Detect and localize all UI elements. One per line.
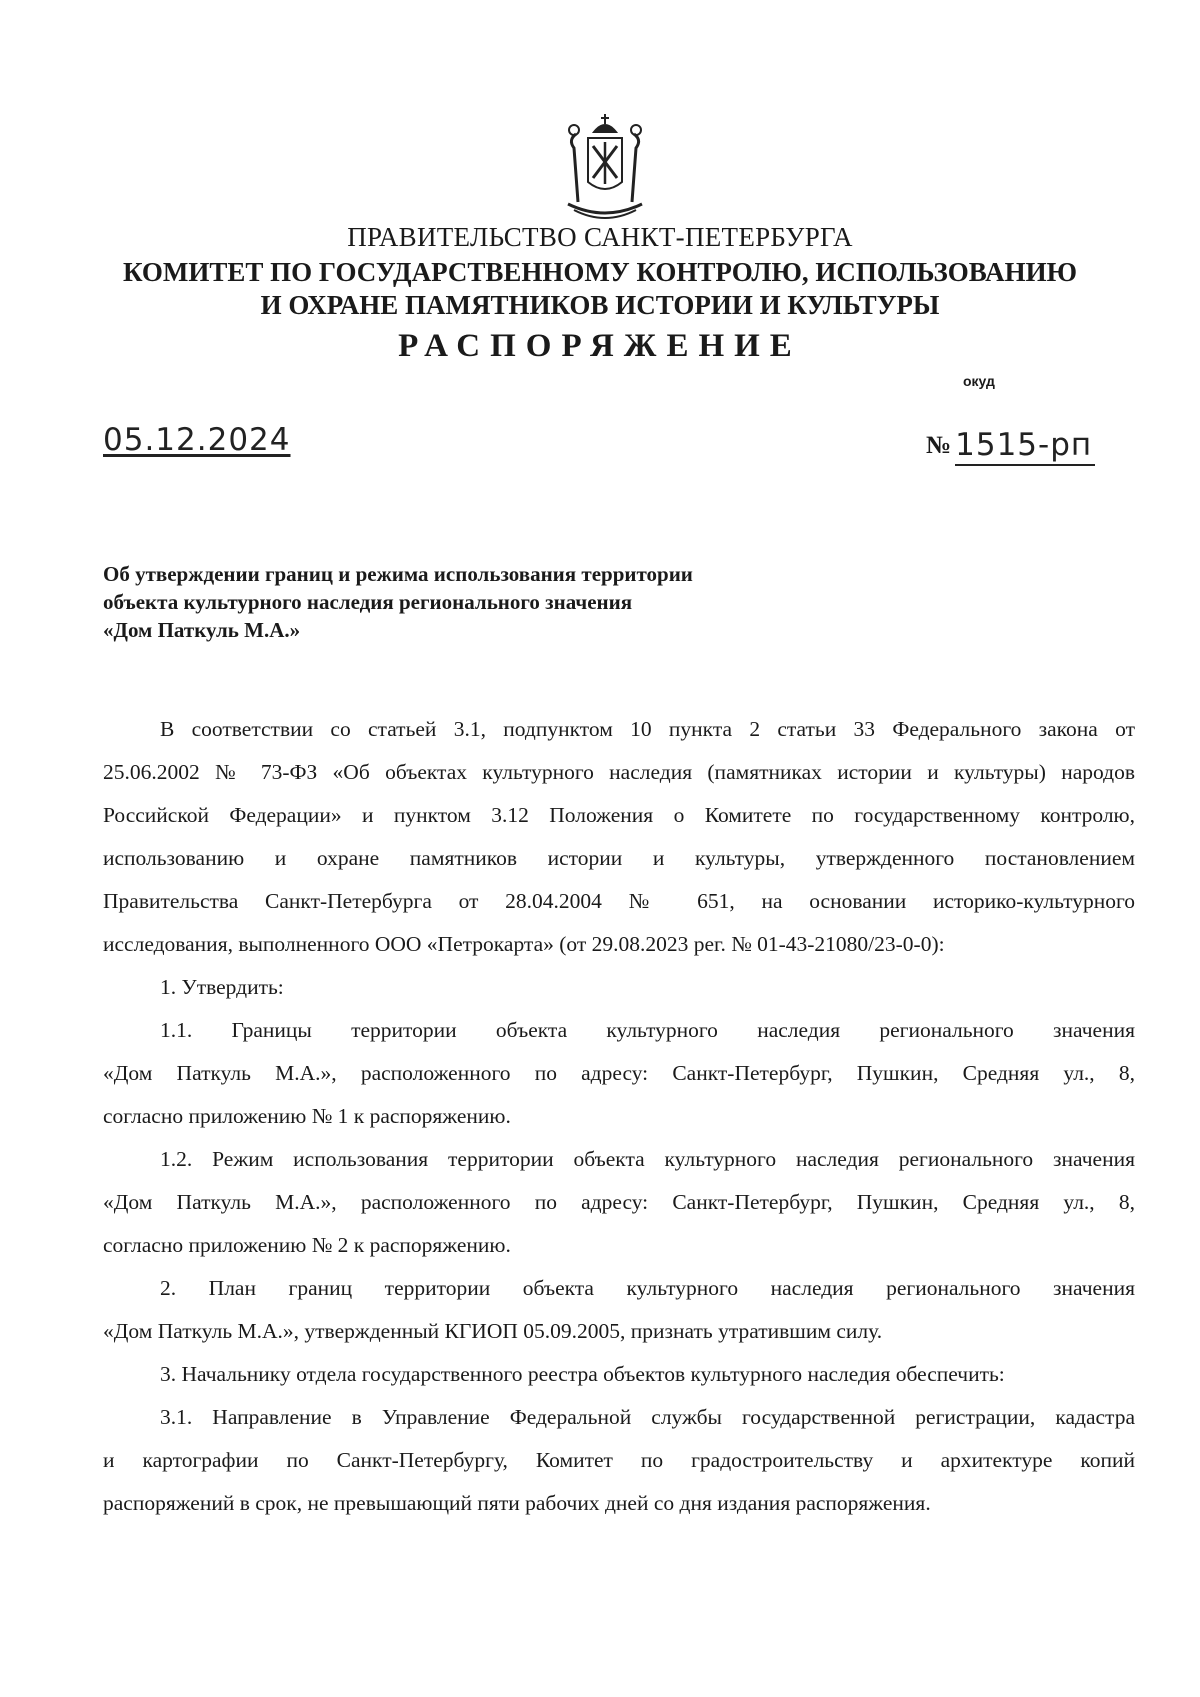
text-line: Правительства Санкт-Петербурга от 28.04.2004 № 651, на основании историко-культурного <box>103 889 1135 913</box>
number-sign: № <box>926 432 952 459</box>
preamble-paragraph-cont <box>103 794 1135 837</box>
item-1-1-cont <box>103 1052 1135 1095</box>
text-line: использованию и охране памятников истории и культуры, утвержденного постановлением <box>103 846 1135 870</box>
text-line: «Дом Паткуль М.А.», расположенного по адресу: Санкт-Петербург, Пушкин, Средняя ул., 8, <box>103 1061 1135 1085</box>
text-line: В соответствии со статьей 3.1, подпунктом 10 пункта 2 статьи 33 Федерального закона от <box>160 717 1135 741</box>
text-line: Российской Федерации» и пунктом 3.12 Положения о Комитете по государственному контролю, <box>103 803 1135 827</box>
subject-line: Об утверждении границ и режима использования территории <box>103 562 693 586</box>
text-line: 1.1. Границы территории объекта культурного наследия регионального значения <box>160 1018 1135 1042</box>
text-line: распоряжений в срок, не превышающий пяти рабочих дней со дня издания распоряжения. <box>103 1491 931 1515</box>
item-2 <box>103 1267 1135 1310</box>
text-line: «Дом Паткуль М.А.», расположенного по адресу: Санкт-Петербург, Пушкин, Средняя ул., 8, <box>103 1190 1135 1214</box>
item-1-2 <box>103 1138 1135 1181</box>
document-subject <box>103 560 693 644</box>
item-1-1 <box>103 1009 1135 1052</box>
committee-name-line-2: И ОХРАНЕ ПАМЯТНИКОВ ИСТОРИИ И КУЛЬТУРЫ <box>260 290 940 320</box>
preamble-paragraph-cont <box>103 837 1135 880</box>
item-1-1-cont <box>103 1095 1135 1138</box>
text-line: 3.1. Направление в Управление Федеральной службы государственной регистрации, кадастра <box>160 1405 1135 1429</box>
text-line: «Дом Паткуль М.А.», утвержденный КГИОП 05.09.2005, признать утратившим силу. <box>103 1319 883 1343</box>
text-line: согласно приложению № 1 к распоряжению. <box>103 1104 511 1128</box>
document-body <box>103 708 1135 1525</box>
text-line: исследования, выполненного ООО «Петрокарта» (от 29.08.2023 рег. № 01-43-21080/23-0-0): <box>103 932 945 956</box>
text-line: согласно приложению № 2 к распоряжению. <box>103 1233 511 1257</box>
committee-name-line-1: КОМИТЕТ ПО ГОСУДАРСТВЕННОМУ КОНТРОЛЮ, ИСПОЛЬЗОВАНИЮ <box>123 257 1077 287</box>
government-name: ПРАВИТЕЛЬСТВО САНКТ-ПЕТЕРБУРГА <box>347 222 853 252</box>
subject-line: объекта культурного наследия регионального значения <box>103 590 633 614</box>
item-2-cont <box>103 1310 1135 1353</box>
okud-label: окуд <box>963 373 995 389</box>
item-3-1-cont <box>103 1482 1135 1525</box>
text-line: 2. План границ территории объекта культурного наследия регионального значения <box>160 1276 1135 1300</box>
item-3-1-cont <box>103 1439 1135 1482</box>
preamble-paragraph-cont <box>103 923 1135 966</box>
item-1 <box>103 966 1135 1009</box>
subject-line: «Дом Паткуль М.А.» <box>103 618 301 642</box>
preamble-paragraph-cont <box>103 751 1135 794</box>
item-3-1 <box>103 1396 1135 1439</box>
document-number-field <box>926 427 1095 466</box>
document-type-title: РАСПОРЯЖЕНИЕ <box>398 328 802 364</box>
text-line: 1.2. Режим использования территории объекта культурного наследия регионального значения <box>160 1147 1135 1171</box>
item-1-2-cont <box>103 1181 1135 1224</box>
text-line: 3. Начальнику отдела государственного реестра объектов культурного наследия обеспечить: <box>160 1362 1005 1386</box>
coat-of-arms-emblem <box>560 110 650 222</box>
document-date: 05.12.2024 <box>103 422 291 458</box>
text-line: 1. Утвердить: <box>160 975 284 999</box>
text-line: 25.06.2002 № 73-ФЗ «Об объектах культурного наследия (памятниках истории и культуры) народов <box>103 760 1135 784</box>
item-3 <box>103 1353 1135 1396</box>
item-1-2-cont <box>103 1224 1135 1267</box>
text-line: и картографии по Санкт-Петербургу, Комитет по градостроительству и архитектуре копий <box>103 1448 1135 1472</box>
preamble-paragraph <box>103 708 1135 751</box>
document-number: 1515-рп <box>955 427 1095 466</box>
preamble-paragraph-cont <box>103 880 1135 923</box>
